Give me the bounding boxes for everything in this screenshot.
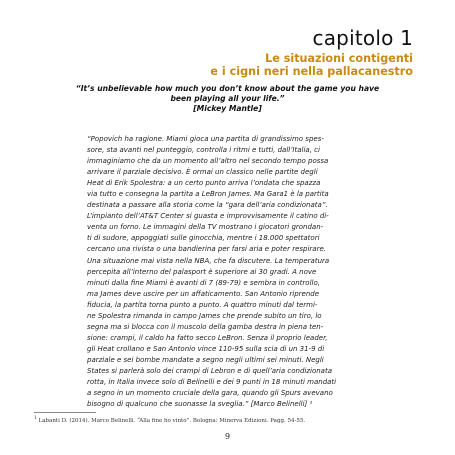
body-line: percepita all’interno del palasport è superiore ai 30 gradi. A nove <box>87 267 317 276</box>
body-line: ti di sudore, appoggiati sulle ginocchia, mentre i 18.000 spettatori <box>87 234 320 243</box>
body-line: States si parlerà solo dei crampi di Lebron e di quell’aria condizionata <box>87 366 332 375</box>
footnote-marker: 1 <box>34 416 37 421</box>
footnote <box>34 416 305 424</box>
body-line: parziale e sei bombe mandate a segno negli ultimi sei minuti. Negli <box>87 355 324 364</box>
chapter-subtitle <box>210 52 413 78</box>
body-quote <box>87 134 380 410</box>
body-line: destinata a passare alla storia come la “gara dell’aria condizionata”. <box>87 201 328 210</box>
body-line: cercano una rivista o una bandierina per farsi aria e poter respirare. <box>87 245 326 254</box>
body-line: ma James deve uscire per un affaticamento. San Antonio riprende <box>87 289 320 298</box>
body-line: L’impianto dell’AT&T Center si guasta e improvvisamente il catino di- <box>87 212 329 221</box>
subtitle-line: Le situazioni contigenti <box>265 52 413 65</box>
body-line: immaginiamo che da un momento all’altro nel secondo tempo possa <box>87 157 329 166</box>
body-line: Heat di Erik Spolestra: a un certo punto arriva l’ondata che spazza <box>87 179 321 188</box>
epigraph-author: [Mickey Mantle] <box>193 104 262 113</box>
chapter-title: capitolo 1 <box>312 26 413 50</box>
body-line: sore, sta avanti nel punteggio, controlla i ritmi e tutti, dall’Italia, ci <box>87 146 320 155</box>
body-line: bisogno di qualcuno che suonasse la sveglia.” [Marco Belinelli] ¹ <box>87 400 313 409</box>
footnote-text: Labanti D. (2014). Marco Belinelli. “Alla fine ho vinto”. Bologna: Minerva Edizioni. Pagg. 54-55. <box>36 417 306 424</box>
body-line: segna ma si blocca con il muscolo della gamba destra in piena ten- <box>87 322 324 331</box>
body-line: arrivare il parziale decisivo. È ormai un classico nelle partite degli <box>87 168 318 177</box>
body-line: “Popovich ha ragione. Miami gioca una partita di grandissimo spes- <box>87 135 324 143</box>
body-line: a segno in un momento cruciale della gara, quando gli Spurs avevano <box>87 389 333 398</box>
body-line: rotta, in Italia invece solo di Belinelli e dei 9 punti in 18 minuti mandati <box>87 378 337 387</box>
body-line: fiducia, la partita torna punto a punto. A quattro minuti dal termi- <box>87 300 318 309</box>
epigraph-line: been playing all your life.” <box>170 94 285 103</box>
subtitle-line: e i cigni neri nella pallacanestro <box>210 65 413 78</box>
body-line: Una situazione mai vista nella NBA, che fa discutere. La temperatura <box>87 256 330 265</box>
body-line: ne Spolestra rimanda in campo James che prende subito un tiro, lo <box>87 311 322 320</box>
body-line: via tutto e consegna la partita a LeBron James. Ma Gara1 è la partita <box>87 190 329 199</box>
body-line: venta un forno. Le immagini della TV mostrano i giocatori grondan- <box>87 223 324 232</box>
footnote-divider <box>34 412 96 413</box>
epigraph-line: “It’s unbelievable how much you don’t know about the game you have <box>75 84 380 93</box>
body-line: minuti dalla fine Miami è avanti di 7 (89-79) e sembra in controllo, <box>87 278 320 287</box>
body-line: sione: crampi, il caldo ha fatto secco LeBron. Senza il proprio leader, <box>87 333 328 342</box>
epigraph <box>30 84 425 114</box>
body-line: gli Heat crollano e San Antonio vince 110-95 sulla scia di un 31-9 di <box>87 344 325 353</box>
page-number: 9 <box>224 432 231 441</box>
